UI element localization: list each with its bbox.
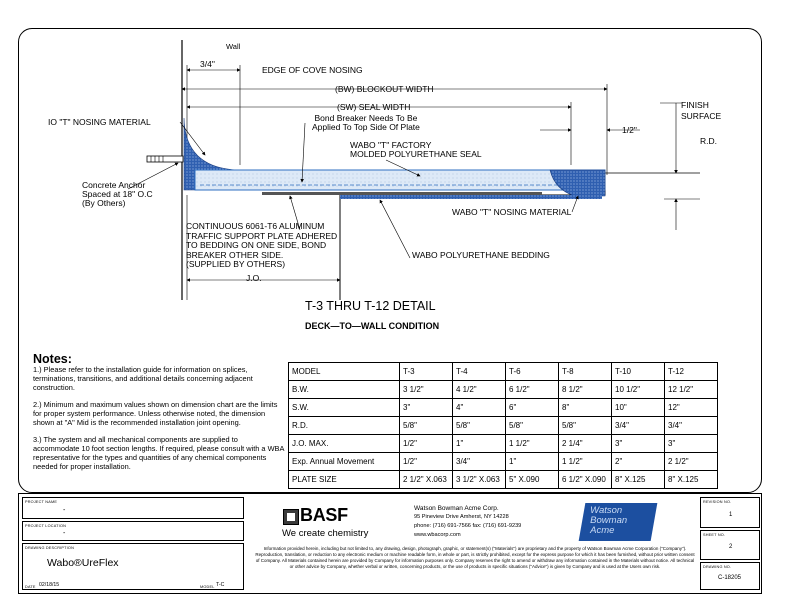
table-header-cell: T-3	[400, 363, 453, 381]
table-header-cell: T-8	[559, 363, 612, 381]
table-row-label: R.D.	[289, 417, 400, 435]
drawing-no-value: C-18205	[718, 575, 742, 581]
bw-label: (BW) BLOCKOUT WIDTH	[335, 84, 434, 94]
disclaimer-text: Information provided herein, including but not limited to, any drawing, design, photograph, graphic, or statement(s) ("Materials") are proprietary and the property of Watson Bowman Acme Corporation ("Company"). Reproduction, translation, or reduction to any electronic medium or machine readable form, in whole or part, is strictly prohibited, except for the express purpose for which it has been furnished, without prior written consent of Company. All Materials contained herein are provided by Company for information purposes only. Company reserves the right to amend or withdraw any information contained in the Materials without notice. All technical or other advice by Company, whether verbal or written, concerning products, or the use of products in specific situations ("Advice") is given by Company and is used at the Users own risk.	[255, 546, 695, 569]
concrete-anchor-label: Concrete Anchor Spaced at 18" O.C (By Others)	[82, 180, 153, 208]
table-cell: 3"	[665, 435, 718, 453]
table-cell: 5/8"	[453, 417, 506, 435]
bedding-label: WABO POLYURETHANE BEDDING	[412, 250, 550, 260]
drawing-description-value: Wabo®UreFlex	[47, 557, 119, 569]
wall-label: Wall	[226, 42, 241, 51]
company-web: www.wbacorp.com	[414, 532, 461, 538]
drawing-description-label: DRAWING DESCRIPTION	[25, 546, 75, 550]
detail-title: T-3 THRU T-12 DETAIL	[305, 299, 436, 313]
project-location-label: PROJECT LOCATION	[25, 524, 67, 528]
table-row-label: S.W.	[289, 399, 400, 417]
table-cell: 10 1/2"	[612, 381, 665, 399]
jo-label: J.O.	[246, 273, 262, 283]
date-value: 02/18/15	[39, 582, 60, 588]
table-row-label: B.W.	[289, 381, 400, 399]
model-label: MODEL	[200, 585, 215, 589]
support-plate	[262, 192, 542, 195]
table-cell: 5" X.090	[506, 471, 559, 489]
table-cell: 8 1/2"	[559, 381, 612, 399]
table-cell: 12 1/2"	[665, 381, 718, 399]
table-cell: 8"	[559, 399, 612, 417]
table-cell: 6 1/2" X.090	[559, 471, 612, 489]
table-cell: 5/8"	[400, 417, 453, 435]
table-row	[289, 399, 718, 417]
table-cell: 2"	[612, 453, 665, 471]
right-nosing	[550, 170, 605, 196]
bedding	[340, 195, 602, 199]
project-location-box	[22, 521, 244, 541]
table-cell: 3 1/2" X.063	[453, 471, 506, 489]
sw-label: (SW) SEAL WIDTH	[337, 102, 411, 112]
table-cell: 1"	[453, 435, 506, 453]
revision-value: 1	[729, 512, 733, 518]
date-label: DATE	[25, 585, 36, 589]
drawing-description-box	[22, 543, 244, 590]
spec-table	[288, 362, 718, 489]
note-item: 3.) The system and all mechanical components are supplied to accommodate 10 foot section lengths. If required, please consult with a WBA representative for the types and quantities of any chemical components needed for proper installation.	[33, 435, 285, 471]
note-item: 1.) Please refer to the installation guide for information on splices, terminations, transitions, and additional details concerning adjacent construction.	[33, 365, 253, 392]
table-cell: 3"	[400, 399, 453, 417]
revision-label: REVISION NO.	[703, 500, 732, 504]
table-cell: 8" X.125	[612, 471, 665, 489]
bond-breaker-label: Bond Breaker Needs To Be Applied To Top Side Of Plate	[312, 113, 420, 132]
table-row	[289, 471, 718, 489]
model-value: T-C	[216, 582, 225, 588]
project-name-box	[22, 497, 244, 519]
table-cell: 3/4"	[612, 417, 665, 435]
drawing-no-label: DRAWING NO.	[703, 565, 732, 569]
nosing-material-right-label: WABO "T" NOSING MATERIAL	[452, 207, 572, 217]
wba-logo-text: Watson Bowman Acme	[590, 505, 628, 536]
polyurethane-seal	[195, 170, 605, 190]
table-cell: 5/8"	[506, 417, 559, 435]
table-cell: 1/2"	[400, 453, 453, 471]
concrete-anchor	[147, 156, 183, 162]
table-cell: 1 1/2"	[506, 435, 559, 453]
project-location-value: -	[63, 530, 66, 537]
table-header-cell: T-6	[506, 363, 559, 381]
table-row	[289, 381, 718, 399]
table-cell: 1 1/2"	[559, 453, 612, 471]
cove-dim-label: 3/4"	[200, 59, 215, 69]
edge-cove-label: EDGE OF COVE NOSING	[262, 65, 363, 75]
table-cell: 3"	[612, 435, 665, 453]
table-header-cell: T-4	[453, 363, 506, 381]
finish-surface-label: FINISH SURFACE	[681, 100, 722, 121]
table-cell: 5/8"	[559, 417, 612, 435]
table-cell: 2 1/2"	[665, 453, 718, 471]
sheet-box	[700, 530, 760, 560]
notes-section	[33, 352, 285, 479]
table-row	[289, 435, 718, 453]
table-cell: 6 1/2"	[506, 381, 559, 399]
notes-heading: Notes:	[33, 352, 72, 366]
table-cell: 1"	[506, 453, 559, 471]
detail-subtitle: DECK—TO—WALL CONDITION	[305, 321, 440, 331]
table-cell: 6"	[506, 399, 559, 417]
company-phone: phone: (716) 691-7566 fax: (716) 691-9239	[414, 523, 522, 529]
table-cell: 3/4"	[453, 453, 506, 471]
wba-logo	[579, 503, 658, 541]
table-row	[289, 453, 718, 471]
rd-label: R.D.	[700, 136, 717, 146]
table-header-cell: MODEL	[289, 363, 400, 381]
drawing-no-box	[700, 562, 760, 590]
table-row	[289, 417, 718, 435]
basf-logo-mark	[283, 509, 299, 525]
table-cell: 3/4"	[665, 417, 718, 435]
table-row-label: PLATE SIZE	[289, 471, 400, 489]
sheet-value: 2	[729, 544, 733, 550]
table-cell: 4 1/2"	[453, 381, 506, 399]
factory-seal-label: WABO "T" FACTORY MOLDED POLYURETHANE SEAL	[350, 140, 482, 159]
table-cell: 8" X.125	[665, 471, 718, 489]
note-item: 2.) Minimum and maximum values shown on dimension chart are the limits for proper system performance. Unless otherwise noted, the dimension shown at "A" Mid is the recommended installation joint opening.	[33, 400, 278, 427]
table-cell: 2 1/4"	[559, 435, 612, 453]
support-plate-label: CONTINUOUS 6061-T6 ALUMINUM TRAFFIC SUPPORT PLATE ADHERED TO BEDDING ON ONE SIDE, BOND BREAKER OTHER SIDE. (SUPPLIED BY OTHERS)	[186, 221, 338, 269]
table-cell: 3 1/2"	[400, 381, 453, 399]
half-inch-label: 1/2"	[622, 125, 637, 135]
table-header-cell: T-10	[612, 363, 665, 381]
table-row-label: J.O. MAX.	[289, 435, 400, 453]
table-cell: 10"	[612, 399, 665, 417]
nosing-material-left-label: IO "T" NOSING MATERIAL	[48, 117, 151, 127]
table-cell: 12"	[665, 399, 718, 417]
table-row-label: Exp. Annual Movement	[289, 453, 400, 471]
basf-tagline: We create chemistry	[282, 528, 369, 539]
table-header-cell: T-12	[665, 363, 718, 381]
company-name: Watson Bowman Acme Corp.	[414, 505, 499, 512]
table-cell: 1/2"	[400, 435, 453, 453]
sheet-label: SHEET NO.	[703, 533, 726, 537]
table-header-row	[289, 363, 718, 381]
project-name-value: -	[63, 507, 66, 514]
basf-logo: BASF	[300, 505, 348, 525]
project-name-label: PROJECT NAME	[25, 500, 58, 504]
revision-box	[700, 497, 760, 528]
company-address: 95 Pineview Drive Amherst, NY 14228	[414, 514, 509, 520]
table-cell: 4"	[453, 399, 506, 417]
table-cell: 2 1/2" X.063	[400, 471, 453, 489]
